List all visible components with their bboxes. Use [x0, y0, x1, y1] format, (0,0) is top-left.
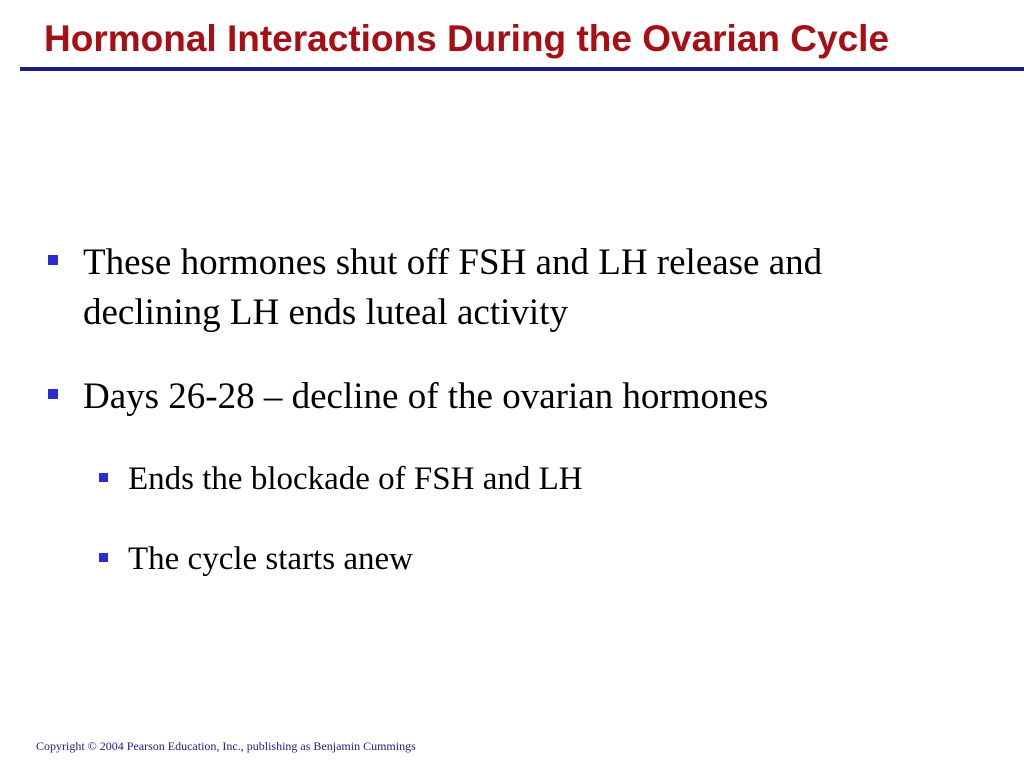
square-bullet-icon — [99, 553, 108, 562]
copyright-footer: Copyright © 2004 Pearson Education, Inc., publishing as Benjamin Cummings — [36, 739, 416, 753]
bullet-text: Days 26-28 – decline of the ovarian hormones — [83, 376, 769, 417]
sub-bullet-text: The cycle starts anew — [128, 541, 413, 577]
sub-bullet-text: Ends the blockade of FSH and LH — [128, 461, 583, 497]
sub-bullet-item — [0, 536, 968, 582]
square-bullet-icon — [48, 255, 58, 265]
bullet-item — [0, 238, 963, 338]
square-bullet-icon — [48, 389, 58, 399]
bullet-list — [0, 238, 1024, 582]
bullet-text: These hormones shut off FSH and LH release and declining LH ends luteal activity — [83, 242, 823, 333]
bullet-item — [0, 372, 963, 422]
square-bullet-icon — [99, 473, 108, 482]
title-underline — [20, 67, 1024, 71]
sub-bullet-item — [0, 456, 968, 502]
slide-title: Hormonal Interactions During the Ovarian Cycle — [44, 18, 890, 59]
